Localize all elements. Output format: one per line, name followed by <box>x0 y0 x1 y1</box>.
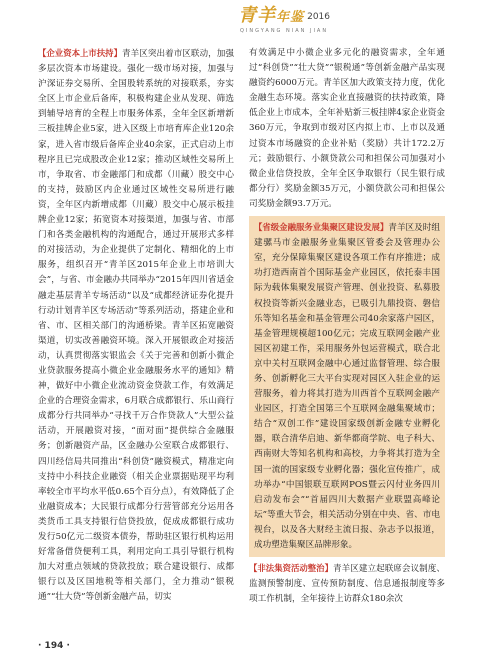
logo-pinyin: QINGYANG NIAN JIAN <box>239 28 329 34</box>
enterprise-capital-text: 青羊区突出着市区联动，加强多层次资本市场建设。强化一级市场对接，加强与沪深证券交易所、全国股转系统的对接联系，夯实全区上市企业后备库，积极构建企业从发现、筛选到辅导培育的全程上市服务体系，全年全区新增新三板挂牌企业5家，进入区级上市培育库企业120余家，进入省市级后备库企业40余家，正式启动上市程序且已完成股改企业12家；推动区域性交易所上市，争取省、市金融部门和成都（川藏）股交中心的支持，鼓励区内企业通过区域性交易所进行融资，全年区内新增成都（川藏）股交中心展示板挂牌企业12家；拓宽资本对接渠道，加强与省、市部门和各类金融机构的沟通配合，通过开展形式多样的对接活动，为企业提供了定制化、精细化的上市服务，组织召开“青羊区2015年企业上市培训大会”，与省、市金融办共同举办“2015年四川省适金融走基层青羊专场活动”以及“成都经济证券化提升行动计划青羊区专场活动”等系列活动，搭建企业和省、市、区相关部门的沟通桥梁。青羊区拓宽融资渠道，切实改善融资环境。深入开展银政企对接活动，认真贯彻落实银监会《关于完善和创新小微企业贷款服务提高小微企业金融服务水平的通知》精神，做好中小微企业流动资金贷款工作，有效满足企业的合理资金需求，6月联合成都银行、乐山商行成都分行共同举办“寻找千万合作贷款人”大型公益活动，开展融资对接，“面对面”提供综合金融服务；创新融资产品，区金融办公室联合成都银行、四川经信局共同推出“科创贷”融资模式，精准定向支持中小科技企业融资（相关企业票据贴现平均利率较全市平均水平低0.65个百分点），有效降低了企业融资成本；大民银行成都分行营管部充分运用各类货币工具支持银行信贷投放，促成成都银行成功发行50亿元二级资本债券，帮助驻区银行机构运用好常备借贷便利工具，利用定向工具引导银行机构加大对重点领域的贷款投放；联合建设银行、成都银行以及区国地税等相关部门，全力推动“银税通”“壮大贷”等创新金融产品，切实 <box>38 49 234 603</box>
page-number: · 194 · <box>38 641 70 651</box>
financial-cluster-text: 青羊区及时组建骡马市金融服务业集聚区管委会及管理办公室，充分保障集聚区建设各项工作有序推进；成功打造西南首个国际基金产业园区，依托泰丰国际为载体集聚发展资产管理、创业投资、私募股权投资等新兴金融业态，已吸引九鼎投资、磐信乐等知名基金和基金管理公司40余家落户园区，基金管理规模超100亿元；完成互联网金融产业园区初建工作，采用服务外包运营模式，联合北京中关村互联网金融中心通过监督管理、综合服务、创新孵化三大平台实现对园区入驻企业的运营服务，着力将其打造为川西首个互联网金融产业园区，打造全国第三个互联网金融集聚域市；结合“双创工作”建设国家级创新金融专业孵化器，联合清华启迪、新华都商学院、电子科大、西南财大等知名机构和高校，力争将其打造为全国一流的国家级专业孵化器；强化宣传推广，成功举办“中国银联互联网POS暨云闪付业务四川启动发布会”“首届四川大数据产业联盟高峰论坛”等重大节会，相关活动分别在中央、省、市电视台，以及各大财经主流日报、杂志予以报道，成功塑造集聚区品牌形象。 <box>254 223 440 550</box>
illegal-fundraising-paragraph <box>249 561 445 607</box>
section-tag-enterprise-capital: 【企业资本上市扶持】 <box>38 48 122 58</box>
left-column <box>38 46 234 605</box>
logo-title: 青羊年鉴 <box>238 5 305 26</box>
section-tag-financial-cluster: 【省级金融服务业集聚区建设发展】 <box>254 222 389 233</box>
illegal-fundraising-text: 青羊区建立起联席会议制度、监测预警制度、宣传预防制度、信息通报制度等多项工作机制，全年接待上访群众180余次 <box>249 564 445 605</box>
enterprise-capital-paragraph <box>38 46 234 605</box>
section-tag-illegal-fundraising: 【非法集资活动整治】 <box>249 563 333 574</box>
logo-year: 2016 <box>307 12 330 22</box>
right-column <box>249 46 445 607</box>
continued-paragraph: 有效满足中小微企业多元化的融资需求，全年通过“科创贷”“壮大贷”“银税通”等创新金融产品实现融资约6000万元。青羊区加大政策支持力度，优化金融生态环境。落实企业直接融资的扶持政策，降低企业上市成本，全年补贴新三板挂牌4家企业资金360万元，争取到市级对区内拟上市、上市以及通过资本市场融资的企业补贴（奖励）共计172.2万元；鼓励银行、小额贷款公司和担保公司加强对小微企业信贷投放，全年全区争取银行（民生银行成都分行）奖励金额35万元，小额贷款公司和担保公司奖励金额93.7万元。 <box>249 48 445 209</box>
financial-cluster-box <box>249 216 445 557</box>
yearbook-logo <box>238 6 330 34</box>
page-header <box>0 0 480 40</box>
